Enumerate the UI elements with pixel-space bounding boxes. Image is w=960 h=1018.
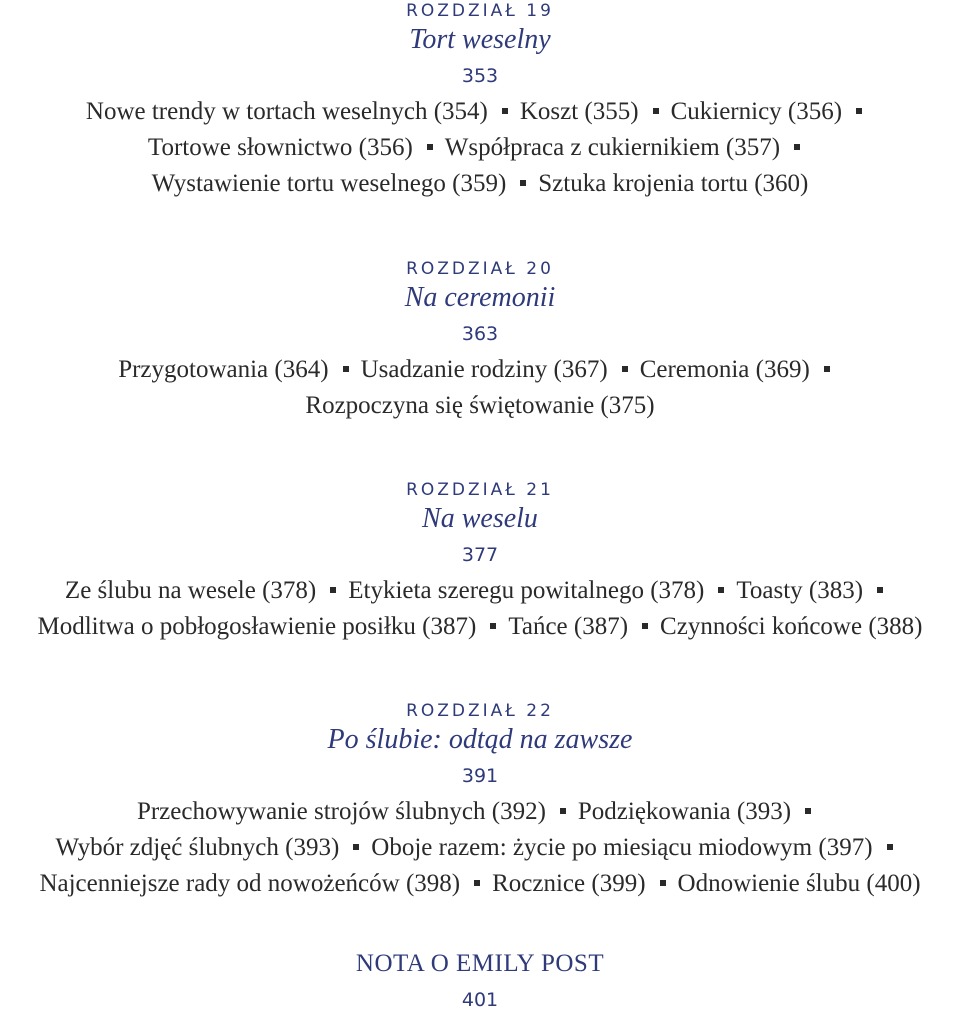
chapter-page-number: 391	[461, 765, 499, 787]
toc-entry: Sztuka krojenia tortu (360)	[538, 170, 809, 197]
chapter-label: ROZDZIAŁ 19	[406, 1, 554, 21]
note-title: NOTA O EMILY POST	[355, 950, 605, 977]
toc-entry: Przygotowania (364)	[118, 356, 329, 383]
bullet-separator	[653, 108, 659, 114]
entries-line	[0, 866, 960, 902]
toc-entry: Podziękowania (393)	[577, 798, 792, 825]
toc-entry: Współpraca z cukiernikiem (357)	[444, 134, 781, 161]
entries-line	[0, 130, 960, 166]
chapter-19	[0, 0, 960, 202]
bullet-separator	[427, 144, 433, 150]
toc-entry: Wybór zdjęć ślubnych (393)	[55, 834, 340, 861]
toc-entry: Ze ślubu na wesele (378)	[64, 577, 317, 604]
bullet-separator	[794, 144, 800, 150]
note-section	[0, 946, 960, 1018]
toc-entry: Tańce (387)	[508, 613, 629, 640]
bullet-separator	[856, 108, 862, 114]
chapter-22	[0, 700, 960, 902]
entries-line	[0, 94, 960, 130]
chapter-label: ROZDZIAŁ 20	[406, 259, 554, 279]
chapter-title: Na weselu	[422, 503, 538, 534]
bullet-separator	[490, 623, 496, 629]
bullet-separator	[560, 808, 566, 814]
chapter-label: ROZDZIAŁ 21	[406, 480, 554, 500]
toc-entry: Czynności końcowe (388)	[660, 613, 923, 640]
bullet-separator	[824, 366, 830, 372]
bullet-separator	[887, 844, 893, 850]
toc-entry: Modlitwa o pobłogosławienie posiłku (387)	[37, 613, 477, 640]
toc-entry: Koszt (355)	[519, 98, 639, 125]
chapter-title: Na ceremonii	[404, 282, 556, 313]
toc-entry: Najcenniejsze rady od nowożeńców (398)	[39, 870, 461, 897]
chapter-title: Po ślubie: odtąd na zawsze	[327, 724, 633, 755]
bullet-separator	[330, 587, 336, 593]
bullet-separator	[353, 844, 359, 850]
bullet-separator	[474, 880, 480, 886]
entries-line	[0, 609, 960, 645]
toc-entry: Cukiernicy (356)	[670, 98, 843, 125]
chapter-title: Tort weselny	[409, 24, 551, 55]
toc-entry: Rozpoczyna się świętowanie (375)	[305, 392, 655, 419]
chapter-page-number: 353	[461, 65, 499, 87]
toc-entry: Wystawienie tortu weselnego (359)	[151, 170, 507, 197]
bullet-separator	[805, 808, 811, 814]
toc-entry: Etykieta szeregu powitalnego (378)	[348, 577, 705, 604]
bullet-separator	[502, 108, 508, 114]
toc-entry: Odnowienie ślubu (400)	[677, 870, 921, 897]
bullet-separator	[718, 587, 724, 593]
note-page-number: 401	[461, 989, 499, 1011]
toc-entry: Rocznice (399)	[492, 870, 646, 897]
entries-line	[0, 830, 960, 866]
toc-entry: Nowe trendy w tortach weselnych (354)	[85, 98, 488, 125]
bullet-separator	[877, 587, 883, 593]
entries-line	[0, 166, 960, 202]
bullet-separator	[622, 366, 628, 372]
bullet-separator	[343, 366, 349, 372]
toc-entry: Ceremonia (369)	[639, 356, 810, 383]
chapter-page-number: 377	[461, 544, 499, 566]
chapter-page-number: 363	[461, 323, 499, 345]
chapter-21	[0, 479, 960, 645]
chapter-20	[0, 258, 960, 424]
entries-line	[0, 573, 960, 609]
entries-line	[0, 794, 960, 830]
toc-entry: Tortowe słownictwo (356)	[147, 134, 413, 161]
toc-entry: Toasty (383)	[736, 577, 864, 604]
bullet-separator	[660, 880, 666, 886]
bullet-separator	[520, 180, 526, 186]
chapter-label: ROZDZIAŁ 22	[406, 701, 554, 721]
toc-entry: Usadzanie rodziny (367)	[360, 356, 608, 383]
bullet-separator	[642, 623, 648, 629]
toc-entry: Oboje razem: życie po miesiącu miodowym (397)	[371, 834, 873, 861]
entries-line	[0, 388, 960, 424]
toc-entry: Przechowywanie strojów ślubnych (392)	[136, 798, 546, 825]
entries-line	[0, 352, 960, 388]
